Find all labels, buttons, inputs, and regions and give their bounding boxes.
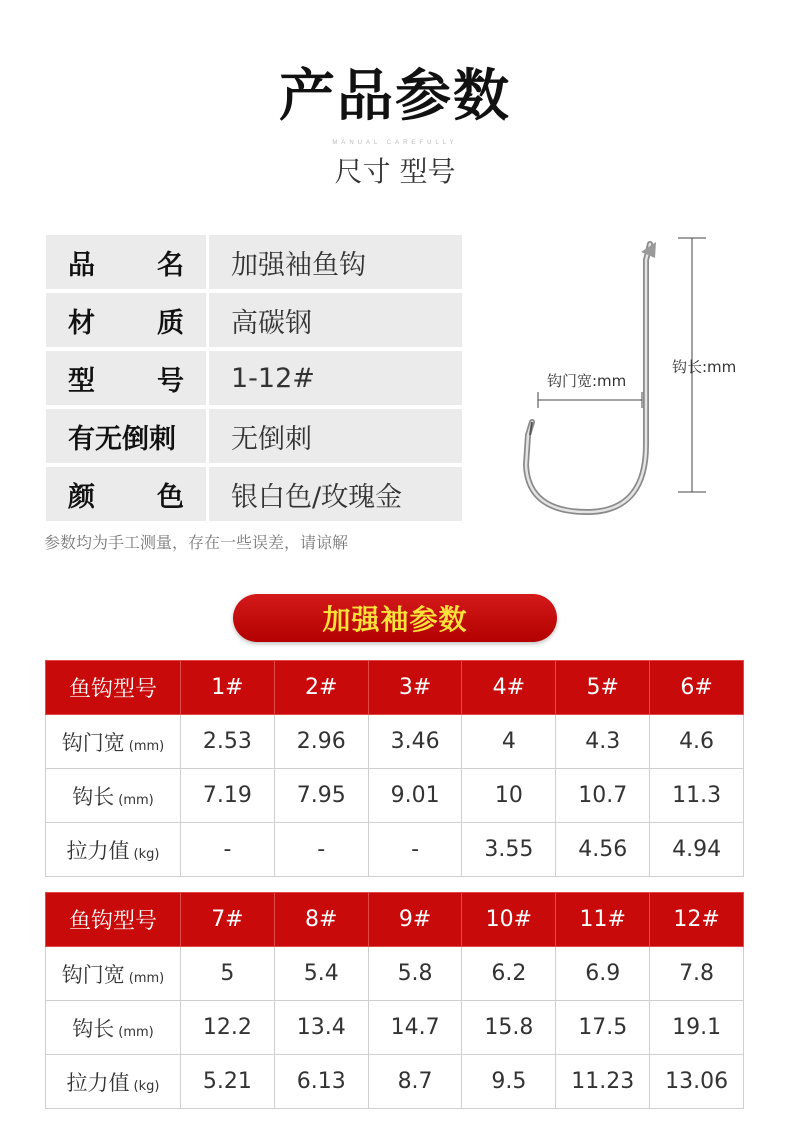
row-label — [46, 715, 181, 769]
header-label: 鱼钩型号 — [46, 661, 181, 715]
spec-label-char: 色 — [157, 481, 184, 513]
hook-diagram — [500, 230, 760, 530]
section-banner — [233, 594, 557, 642]
value-cell: 6.2 — [462, 947, 556, 1001]
value-cell: 13.06 — [650, 1055, 744, 1109]
spec-label — [46, 235, 206, 289]
spec-value: 加强袖鱼钩 — [209, 235, 462, 289]
value-cell: 9.01 — [368, 769, 462, 823]
row-unit: (kg) — [133, 846, 160, 862]
value-cell: 4.94 — [650, 823, 744, 877]
value-cell: 5.4 — [274, 947, 368, 1001]
row-label — [46, 1055, 181, 1109]
table-header-row — [46, 893, 744, 947]
spec-label — [46, 409, 206, 463]
hook-icon — [500, 230, 760, 530]
size-cell: 1# — [181, 661, 275, 715]
spec-row-color — [46, 467, 462, 521]
row-label-text: 钩门宽 — [61, 730, 125, 755]
value-cell: 11.23 — [556, 1055, 650, 1109]
spec-label-char: 有无倒刺 — [68, 423, 176, 455]
size-cell: 5# — [556, 661, 650, 715]
row-label-text: 拉力值 — [66, 838, 130, 863]
spec-value: 1-12# — [209, 351, 462, 405]
params-table-1 — [45, 660, 744, 877]
spec-value: 高碳钢 — [209, 293, 462, 347]
params-table-2 — [45, 892, 744, 1109]
spec-label-char: 质 — [157, 307, 184, 339]
banner-title: 加强袖参数 — [322, 603, 468, 636]
value-cell: 6.9 — [556, 947, 650, 1001]
table-row — [46, 823, 744, 877]
value-cell: 3.55 — [462, 823, 556, 877]
size-cell: 2# — [274, 661, 368, 715]
value-cell: 8.7 — [368, 1055, 462, 1109]
row-label-text: 钩长 — [72, 1016, 115, 1041]
value-cell: 10.7 — [556, 769, 650, 823]
spec-label — [46, 293, 206, 347]
value-cell: 5 — [181, 947, 275, 1001]
value-cell: 7.8 — [650, 947, 744, 1001]
size-cell: 10# — [462, 893, 556, 947]
value-cell: 3.46 — [368, 715, 462, 769]
spec-label-char: 材 — [68, 307, 95, 339]
value-cell: 13.4 — [274, 1001, 368, 1055]
value-cell: 17.5 — [556, 1001, 650, 1055]
size-cell: 7# — [181, 893, 275, 947]
row-label — [46, 769, 181, 823]
value-cell: 4 — [462, 715, 556, 769]
value-cell: - — [181, 823, 275, 877]
value-cell: 11.3 — [650, 769, 744, 823]
header-label: 鱼钩型号 — [46, 893, 181, 947]
value-cell: 5.8 — [368, 947, 462, 1001]
value-cell: 9.5 — [462, 1055, 556, 1109]
row-unit: (mm) — [128, 738, 165, 754]
value-cell: 7.95 — [274, 769, 368, 823]
row-unit: (mm) — [118, 1024, 154, 1040]
value-cell: - — [368, 823, 462, 877]
spec-label-char: 名 — [157, 249, 184, 281]
size-cell: 8# — [274, 893, 368, 947]
row-unit: (mm) — [118, 792, 154, 808]
spec-label — [46, 351, 206, 405]
value-cell: 15.8 — [462, 1001, 556, 1055]
table-header-row — [46, 661, 744, 715]
size-cell: 3# — [368, 661, 462, 715]
value-cell: 2.53 — [181, 715, 275, 769]
table-row — [46, 715, 744, 769]
spec-table — [46, 235, 462, 525]
row-label-text: 拉力值 — [66, 1070, 130, 1095]
table-row — [46, 769, 744, 823]
spec-row-barb — [46, 409, 462, 463]
tagline: MANUAL CAREFULLY — [332, 140, 458, 146]
spec-label-char: 颜 — [68, 481, 95, 513]
row-label-text: 钩门宽 — [61, 962, 125, 987]
spec-label — [46, 467, 206, 521]
size-cell: 9# — [368, 893, 462, 947]
page-title: 产品参数 — [279, 64, 511, 129]
size-cell: 12# — [650, 893, 744, 947]
value-cell: 6.13 — [274, 1055, 368, 1109]
table-row — [46, 1055, 744, 1109]
value-cell: 2.96 — [274, 715, 368, 769]
value-cell: 10 — [462, 769, 556, 823]
spec-label-char: 型 — [68, 365, 95, 397]
value-cell: 5.21 — [181, 1055, 275, 1109]
value-cell: 4.3 — [556, 715, 650, 769]
hook-length-label: 钩长:mm — [672, 358, 737, 376]
spec-row-model — [46, 351, 462, 405]
value-cell: 4.6 — [650, 715, 744, 769]
table-row — [46, 1001, 744, 1055]
row-unit: (mm) — [128, 970, 165, 986]
spec-row-name — [46, 235, 462, 289]
size-cell: 6# — [650, 661, 744, 715]
spec-value: 无倒刺 — [209, 409, 462, 463]
value-cell: 12.2 — [181, 1001, 275, 1055]
page-subtitle: 尺寸 型号 — [334, 155, 456, 188]
spec-label-char: 号 — [157, 365, 184, 397]
size-cell: 11# — [556, 893, 650, 947]
spec-label-char: 品 — [68, 249, 95, 281]
value-cell: 14.7 — [368, 1001, 462, 1055]
value-cell: 19.1 — [650, 1001, 744, 1055]
value-cell: 7.19 — [181, 769, 275, 823]
gap-width-label: 钩门宽:mm — [547, 372, 627, 390]
measurement-note: 参数均为手工测量，存在一些误差，请谅解 — [44, 533, 349, 552]
spec-row-material — [46, 293, 462, 347]
table-row — [46, 947, 744, 1001]
row-label-text: 钩长 — [72, 784, 115, 809]
row-label — [46, 823, 181, 877]
size-cell: 4# — [462, 661, 556, 715]
row-label — [46, 947, 181, 1001]
row-label — [46, 1001, 181, 1055]
spec-value: 银白色/玫瑰金 — [209, 467, 462, 521]
value-cell: 4.56 — [556, 823, 650, 877]
row-unit: (kg) — [133, 1078, 160, 1094]
value-cell: - — [274, 823, 368, 877]
